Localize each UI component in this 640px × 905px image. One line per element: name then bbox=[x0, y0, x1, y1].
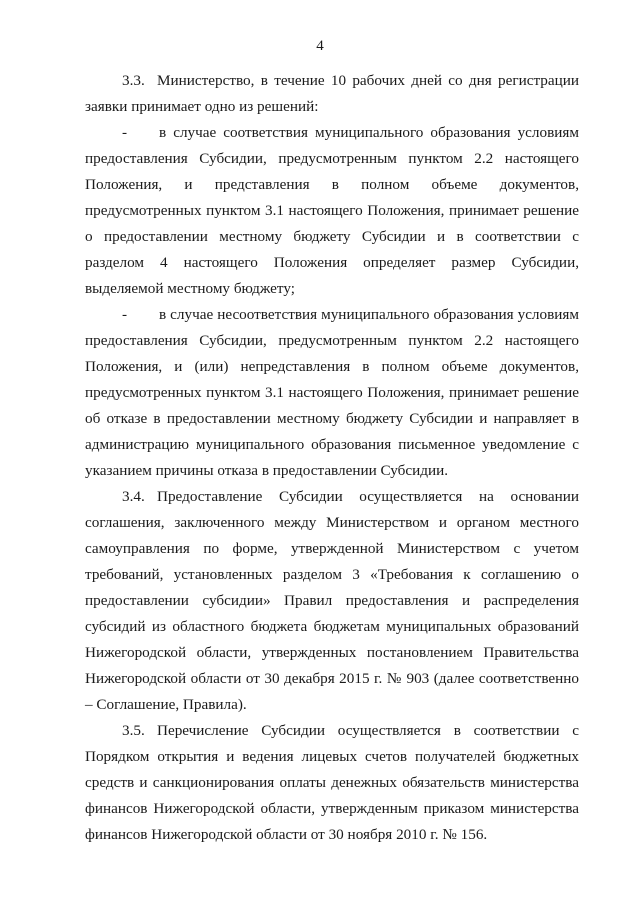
bullet-marker: - bbox=[122, 306, 128, 323]
paragraph-text: Предоставление Субсидии осуществляется на основании соглашения, заключенного между Министерством и органом местного самоуправления по форме, утвержденной Министерством с учетом требований, установленных разделом 3 «Требования к соглашению о предоставлении субсидии» Правил предоставления и распределения субсидий из областного бюджета бюджетам муниципальных образований Нижегородской области, утвержденных постановлением Правительства Нижегородской области от 30 декабря 2015 г. № 903 (далее соответственно – Соглашение, Правила). bbox=[85, 488, 579, 713]
bullet-marker: - bbox=[122, 124, 128, 141]
paragraph-3-5 bbox=[85, 718, 579, 848]
bullet-text: в случае соответствия муниципального образования условиям предоставления Субсидии, предусмотренным пунктом 2.2 настоящего Положения, и представления в полном объеме документов, предусмотренных пунктом 3.1 настоящего Положения, принимает решение о предоставлении местному бюджету Субсидии и в соответствии с разделом 4 настоящего Положения определяет размер Субсидии, выделяемой местному бюджету; bbox=[85, 124, 579, 297]
page-number: 4 bbox=[316, 38, 324, 54]
bullet-item-refuse bbox=[85, 302, 579, 484]
paragraph-number: 3.4. bbox=[122, 488, 145, 505]
paragraph-3-3 bbox=[85, 68, 579, 120]
paragraph-3-4 bbox=[85, 484, 579, 718]
paragraph-text: Министерство, в течение 10 рабочих дней со дня регистрации заявки принимает одно из решений: bbox=[85, 72, 579, 115]
document-body bbox=[85, 68, 579, 848]
bullet-text: в случае несоответствия муниципального образования условиям предоставления Субсидии, предусмотренным пунктом 2.2 настоящего Положения, и (или) непредставления в полном объеме документов, предусмотренных пунктом 3.1 настоящего Положения, принимает решение об отказе в предоставлении местному бюджету Субсидии и направляет в администрацию муниципального образования письменное уведомление с указанием причины отказа в предоставлении Субсидии. bbox=[85, 306, 579, 479]
paragraph-number: 3.5. bbox=[122, 722, 145, 739]
paragraph-text: Перечисление Субсидии осуществляется в соответствии с Порядком открытия и ведения лицевых счетов получателей бюджетных средств и санкционирования оплаты денежных обязательств министерства финансов Нижегородской области, утвержденным приказом министерства финансов Нижегородской области от 30 ноября 2010 г. № 156. bbox=[85, 722, 579, 843]
bullet-item-accept bbox=[85, 120, 579, 302]
paragraph-number: 3.3. bbox=[122, 72, 145, 89]
